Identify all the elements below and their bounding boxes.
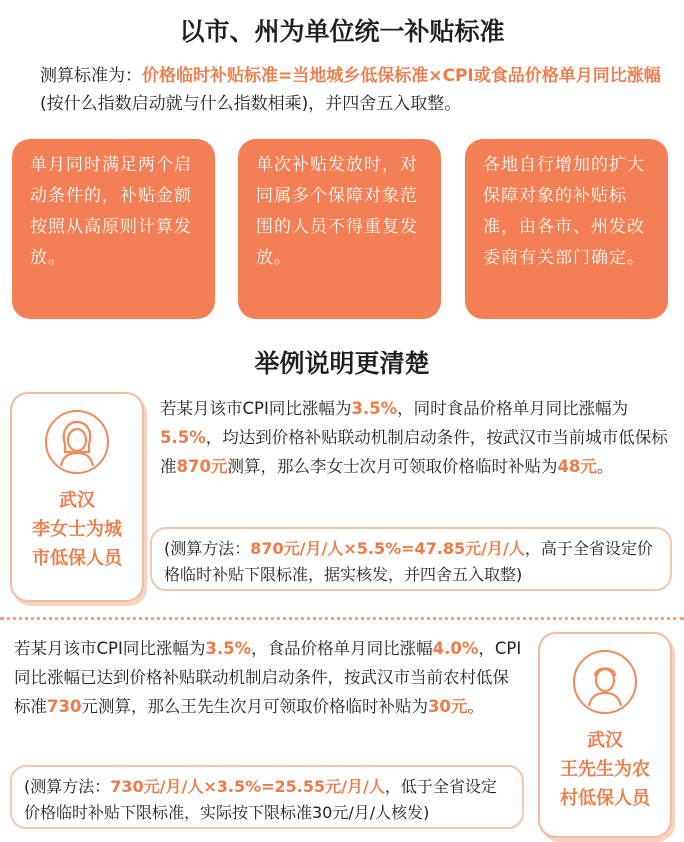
- person-label-li: [12, 486, 142, 573]
- formula-paragraph: [40, 62, 670, 118]
- woman-avatar-icon: [45, 410, 109, 474]
- ex1-note-calc: 870元/月/人×5.5%=47.85元/月/人: [250, 539, 525, 558]
- ex2-note-calc: 730元/月/人×3.5%=25.55元/月/人: [110, 777, 385, 796]
- ex1-text-4: 测算，那么李女士次月可领取价格临时补贴为: [227, 457, 558, 476]
- example-1-note: [150, 527, 672, 591]
- ex1-text-2: ，同时食品价格单月同比涨幅为: [397, 399, 629, 418]
- ex2-note-suffix: ，低于全省设定价格临时补贴下限标准，实际按下限标准30元/月/人核发): [24, 777, 497, 822]
- ex2-text-4: 元测算，那么王先生次月可领取价格临时补贴为: [81, 697, 428, 716]
- person-desc-1: 李女士为城: [32, 519, 122, 540]
- person-city: 武汉: [59, 490, 95, 511]
- rule-card-1: 单月同时满足两个启动条件的，补贴金额按照从高原则计算发放。: [12, 139, 215, 319]
- person-desc-2: 市低保人员: [32, 548, 122, 569]
- ex1-text-5: 。: [596, 457, 614, 476]
- formula-prefix: 测算标准为：: [40, 66, 142, 86]
- ex2-standard-value: 730: [47, 697, 82, 716]
- person-desc-1: 王先生为农: [560, 759, 650, 780]
- formula-highlight: 价格临时补贴标准=当地城乡低保标准×CPI或食品价格单月同比涨幅: [142, 66, 661, 86]
- example-2-note: [10, 765, 524, 829]
- person-card-wang: [538, 632, 672, 838]
- rule-card-2: 单次补贴发放时，对同属多个保障对象范围的人员不得重复发放。: [238, 139, 441, 319]
- man-avatar-icon: [573, 650, 637, 714]
- ex2-text-3: ，CPI同比涨幅已达到价格补贴联动机制启动条件，按武汉市当前农村低保标准: [14, 639, 522, 716]
- ex2-cpi-value: 3.5%: [205, 639, 252, 658]
- ex1-subsidy-value: 48元: [557, 457, 597, 476]
- formula-suffix: (按什么指数启动就与什么指数相乘)，并四舍五入取整。: [40, 94, 462, 114]
- rule-card-3: 各地自行增加的扩大保障对象的补贴标准，由各市、州发改委商有关部门确定。: [465, 139, 668, 319]
- person-card-li: [10, 392, 144, 602]
- ex1-standard-value: 870元: [176, 457, 228, 476]
- ex1-text-1: 若某月该市CPI同比涨幅为: [160, 399, 352, 418]
- section-title-standard: 以市、州为单位统一补贴标准: [179, 17, 505, 46]
- person-city: 武汉: [587, 730, 623, 751]
- person-desc-2: 村低保人员: [560, 788, 650, 809]
- section-divider: [0, 617, 684, 620]
- ex2-text-5: 。: [467, 697, 484, 716]
- example-2-text: [14, 634, 522, 721]
- person-label-wang: [540, 726, 670, 813]
- ex1-text-3: ，均达到价格补贴联动机制启动条件，按武汉市当前城市低保标准: [160, 428, 668, 476]
- ex1-note-prefix: (测算方法：: [164, 539, 251, 558]
- section-title-examples: 举例说明更清楚: [254, 349, 430, 378]
- ex2-food-value: 4.0%: [432, 639, 479, 658]
- ex1-food-value: 5.5%: [160, 428, 206, 447]
- ex2-subsidy-value: 30元: [427, 697, 468, 716]
- ex2-text-1: 若某月该市CPI同比涨幅为: [14, 639, 206, 658]
- example-1-text: [160, 394, 672, 481]
- ex1-cpi-value: 3.5%: [351, 399, 398, 418]
- ex1-note-suffix: ，高于全省设定价格临时补贴下限标准，据实核发，并四舍五入取整): [164, 539, 653, 584]
- ex2-note-prefix: (测算方法：: [24, 777, 111, 796]
- ex2-text-2: ，食品价格单月同比涨幅: [251, 639, 433, 658]
